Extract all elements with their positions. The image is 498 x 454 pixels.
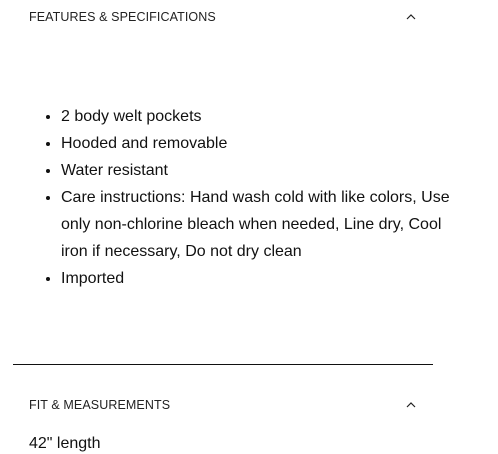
features-section-title: FEATURES & SPECIFICATIONS	[29, 10, 216, 24]
fit-accordion-header[interactable]	[29, 395, 417, 415]
fit-measurement-text: 42" length	[29, 435, 101, 452]
list-item: • Imported	[61, 265, 461, 292]
section-divider	[13, 364, 433, 365]
list-item: • 2 body welt pockets	[61, 103, 461, 130]
chevron-up-icon[interactable]	[405, 399, 417, 411]
features-accordion-header[interactable]	[29, 7, 417, 27]
features-list	[29, 103, 461, 292]
fit-section-title: FIT & MEASUREMENTS	[29, 398, 171, 412]
list-item: • Water resistant	[61, 157, 461, 184]
list-item: • Hooded and removable	[61, 130, 461, 157]
chevron-up-icon[interactable]	[405, 11, 417, 23]
list-item: • Care instructions: Hand wash cold with like colors, Use only non-chlorine bleach when needed, Line dry, Cool iron if necessary, Do not dry clean	[61, 184, 461, 265]
